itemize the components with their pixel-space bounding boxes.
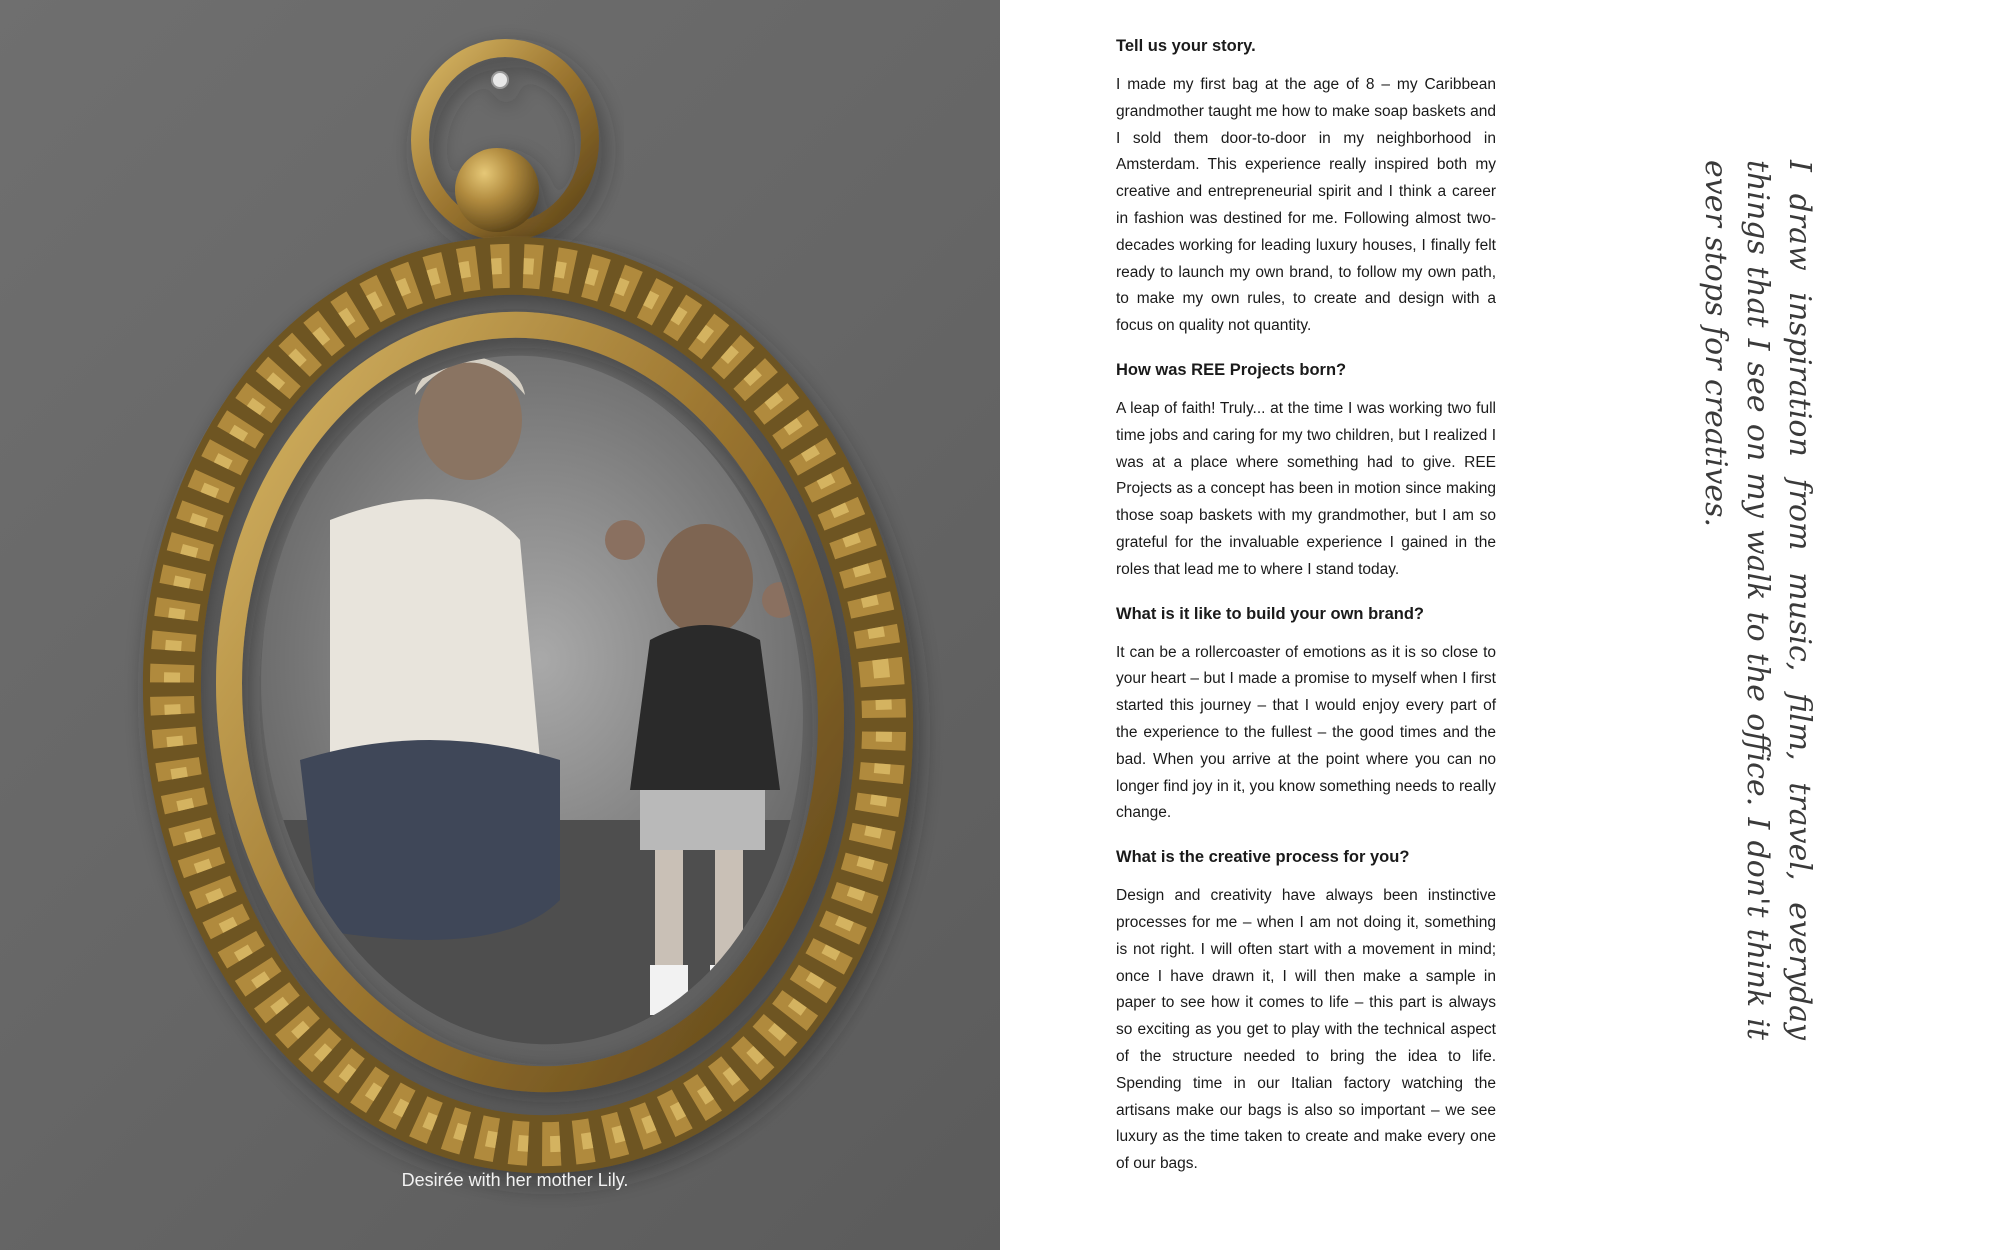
question-heading: Tell us your story.: [1116, 37, 1256, 55]
pull-quote-container: [1698, 160, 1880, 1040]
pull-quote: I draw inspiration from music, film, travel, everyday things that I see on my walk to the office. I don't think it ever stops for creatives.: [1698, 160, 1817, 1040]
interview-column: [1116, 34, 1496, 1196]
answer-paragraph: Design and creativity have always been instinctive processes for me – when I am not doing it, something is not right. I will often start with a movement in mind; once I have drawn it, I will then make a sample in paper to see how it comes to life – this part is always so exciting as you get to play with the technical aspect of the structure needed to bring the idea to life. Spending time in our Italian factory watching the artisans make our bags is also so important – we see luxury as the time taken to create and make every one of our bags.: [1116, 887, 1496, 1173]
question-heading: What is the creative process for you?: [1116, 848, 1410, 867]
answer-paragraph: It can be a rollercoaster of emotions as it is so close to your heart – but I made a promise to myself when I first started this journey – that I would enjoy every part of the experience to the fullest – the good times and the bad. When you arrive at the point where you can no longer find joy in it, you know something needs to really change.: [1116, 643, 1496, 822]
answer-paragraph: I made my first bag at the age of 8 – my Caribbean grandmother taught me how to make soap baskets and I sold them door-to-door in my neighborhood in Amsterdam. This experience really inspired both my creative and entrepreneurial spirit and I think a career in fashion was destined for me. Following almost two-decades working for leading luxury houses, I finally felt ready to launch my own brand, to follow my own path, to make my own rules, to create and design with a focus on quality not quantity.: [1116, 76, 1496, 335]
question-heading: What is it like to build your own brand?: [1116, 604, 1424, 623]
question-heading: How was REE Projects born?: [1116, 360, 1347, 379]
answer-paragraph: A leap of faith! Truly... at the time I was working two full time jobs and caring for my two children, but I realized I was at a place where something had to give. REE Projects as a concept has been in motion since making those soap baskets with my grandmother, but I am so grateful for the invaluable experience I gained in the roles that lead me to where I stand today.: [1116, 399, 1496, 578]
photo-caption: Desirée with her mother Lily.: [401, 1170, 629, 1190]
pendant-ring: [420, 48, 590, 232]
